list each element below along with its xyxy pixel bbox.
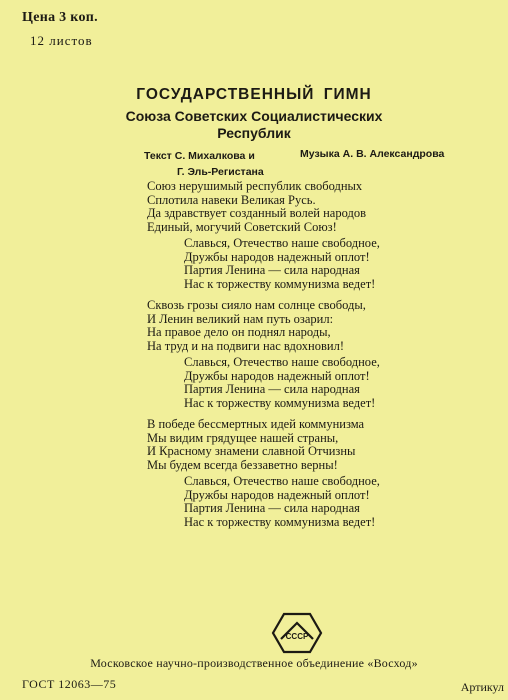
chorus-line: Партия Ленина — сила народная	[184, 263, 360, 277]
verse-2	[147, 299, 487, 353]
chorus-line: Славься, Отечество наше свободное,	[184, 236, 380, 250]
chorus-line: Славься, Отечество наше свободное,	[184, 474, 380, 488]
chorus-3	[147, 475, 487, 529]
chorus-line: Нас к торжеству коммунизма ведет!	[184, 395, 376, 410]
verse-line: И Красному знамени славной Отчизны	[147, 444, 356, 458]
lyrics-credit-line-2: Г. Эль-Регистана	[177, 166, 264, 178]
subtitle-line-2: Республик	[217, 125, 291, 141]
verse-line: Да здравствует созданный волей народов	[147, 206, 367, 220]
verse-line: Сквозь грозы сияло нам солнце свободы,	[147, 298, 366, 312]
chorus-line: Славься, Отечество наше свободное,	[184, 355, 380, 369]
gost-number: ГОСТ 12063—75	[22, 677, 117, 691]
price-label: Цена 3 коп.	[22, 10, 98, 25]
subtitle-line-1: Союза Советских Социалистических	[125, 108, 383, 124]
verse-3	[147, 418, 487, 472]
chorus-line: Дружбы народов надежный оплот!	[184, 249, 370, 264]
chorus-line: Партия Ленина — сила народная	[184, 501, 360, 515]
chorus-2	[147, 356, 487, 410]
music-credit: Музыка А. В. Александрова	[300, 148, 445, 160]
quality-mark-text: СССР	[285, 632, 309, 641]
lyrics-credit-line-1: Текст С. Михалкова и	[144, 150, 255, 162]
chorus-line: Нас к торжеству коммунизма ведет!	[184, 514, 376, 529]
sheet-count: 12 листов	[30, 33, 93, 48]
verse-line: На правое дело он поднял народы,	[147, 325, 331, 339]
verse-1	[147, 180, 487, 234]
verse-line: Единый, могучий Советский Союз!	[147, 219, 337, 234]
verse-line: Мы видим грядущее нашей страны,	[147, 430, 339, 445]
publisher: Московское научно-производственное объединение «Восход»	[90, 656, 418, 670]
verse-line: Сплотила навеки Великая Русь.	[147, 192, 316, 207]
chorus-line: Дружбы народов надежный оплот!	[184, 368, 370, 383]
verse-line: На труд и на подвиги нас вдохновил!	[147, 338, 344, 353]
anthem-subtitle	[0, 108, 508, 142]
chorus-line: Нас к торжеству коммунизма ведет!	[184, 276, 376, 291]
verse-line: И Ленин великий нам путь озарил:	[147, 311, 334, 326]
chorus-line: Партия Ленина — сила народная	[184, 382, 360, 396]
lyrics-credit	[144, 148, 264, 180]
lyrics	[147, 180, 487, 537]
anthem-title: ГОСУДАРСТВЕННЫЙ ГИМН	[136, 86, 372, 103]
verse-line: В победе бессмертных идей коммунизма	[147, 417, 365, 431]
quality-mark-icon	[271, 612, 323, 654]
verse-line: Мы будем всегда беззаветно верны!	[147, 457, 338, 472]
article-label: Артикул	[460, 680, 504, 694]
chorus-1	[147, 237, 487, 291]
chorus-line: Дружбы народов надежный оплот!	[184, 487, 370, 502]
verse-line: Союз нерушимый республик свободных	[147, 179, 363, 193]
